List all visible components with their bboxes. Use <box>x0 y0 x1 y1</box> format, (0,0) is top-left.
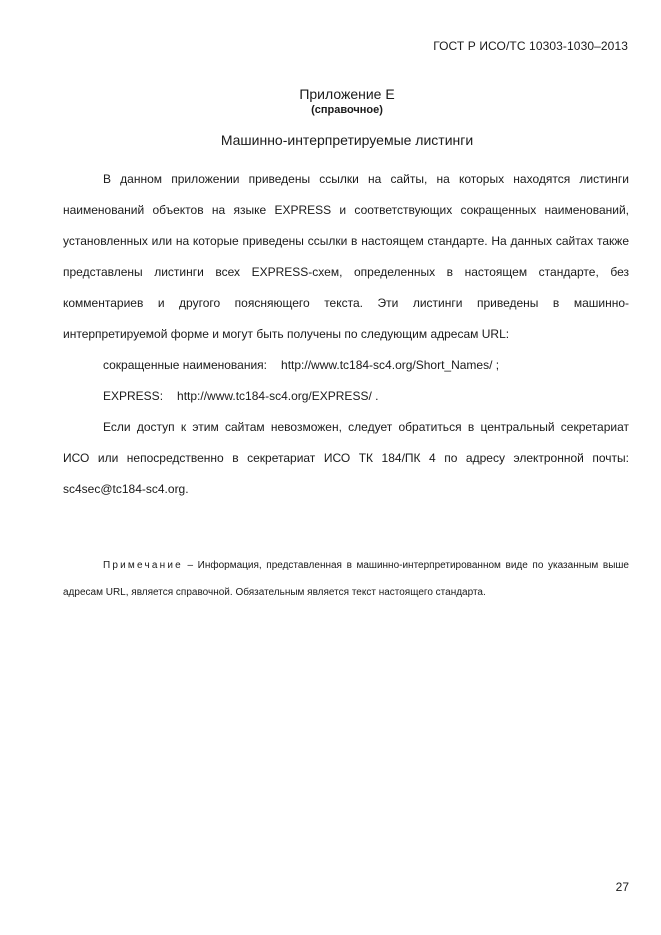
annex-title: Приложение Е <box>299 86 395 102</box>
body-text <box>63 164 629 505</box>
link-suffix: . <box>375 389 379 403</box>
express-url-link[interactable]: http://www.tc184-sc4.org/EXPRESS/ <box>177 389 372 403</box>
short-names-url-link[interactable]: http://www.tc184-sc4.org/Short_Names/ <box>281 358 493 372</box>
page-number: 27 <box>615 880 629 894</box>
link-label: EXPRESS: <box>103 389 164 403</box>
intro-paragraph: В данном приложении приведены ссылки на сайты, на которых находятся листинги наименований объектов на языке EXPRESS и соответствующих сокращенных наименований, установленных или на которые приведены ссылки в настоящем стандарте. На данных сайтах также представлены листинги всех EXPRESS-схем, определенных в настоящем стандарте, без комментариев и другого поясняющего текста. Эти листинги приведены в машинно-интерпретируемой форме и могут быть получены по следующим адресам URL: <box>63 172 629 341</box>
note-text: – Информация, представленная в машинно-интерпретированном виде по указанным выше адресам URL, является справочной. Обязательным является текст настоящего стандарта. <box>63 560 629 598</box>
link-label: сокращенные наименования: <box>103 358 268 372</box>
contact-paragraph: Если доступ к этим сайтам невозможен, следует обратиться в центральный секретариат ИСО или непосредственно в секретариат ИСО ТК 184/ПК 4 по адресу электронной почты: sc4sec@tc184-sc4.org. <box>63 420 629 496</box>
link-suffix: ; <box>495 358 500 372</box>
note <box>63 552 629 606</box>
note-label: Примечание <box>103 560 183 571</box>
section-title: Машинно-интерпретируемые листинги <box>220 132 474 148</box>
standard-id-header: ГОСТ Р ИСО/ТС 10303-1030–2013 <box>433 39 628 53</box>
annex-subtitle: (справочное) <box>311 104 383 116</box>
link-item-express <box>63 381 629 412</box>
link-item-short-names <box>63 350 629 381</box>
